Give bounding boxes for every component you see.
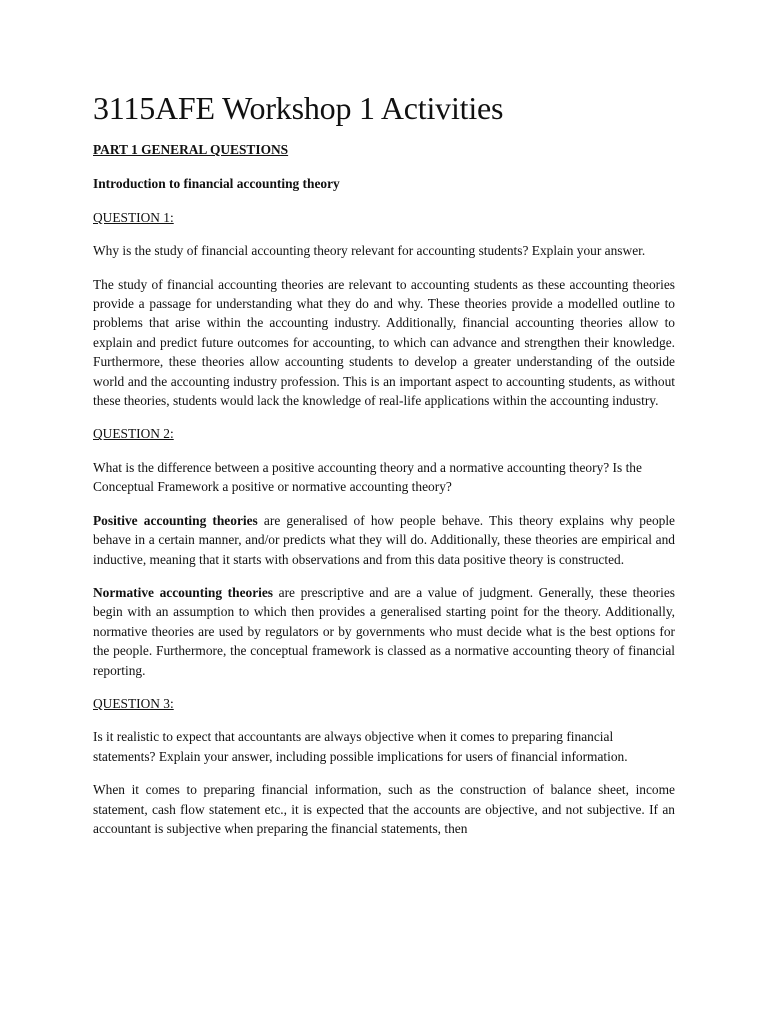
question-3-heading: QUESTION 3:: [93, 695, 174, 711]
section-heading: Introduction to financial accounting theory: [93, 176, 340, 192]
normative-theory-answer: [93, 583, 675, 680]
question-2-heading: QUESTION 2:: [93, 426, 174, 442]
positive-theory-term: Positive accounting theories: [93, 512, 258, 528]
document-title: 3115AFE Workshop 1 Activities: [93, 90, 504, 126]
question-2-text: What is the difference between a positive accounting theory and a normative accounting theory? Is the Conceptual Framework a positive or normative accounting theory?: [93, 459, 642, 495]
question-3-text: Is it realistic to expect that accountants are always objective when it comes to preparing financial statements? Explain your answer, including possible implications for users of financial information.: [93, 729, 628, 764]
question-1-text: Why is the study of financial accounting theory relevant for accounting students? Explain your answer.: [93, 243, 646, 259]
positive-theory-answer: [93, 511, 675, 569]
question-1-heading: QUESTION 1:: [93, 209, 174, 225]
question-1-answer: The study of financial accounting theories are relevant to accounting students as these accounting theories provide a passage for understanding what they do and why. These theories provide a modelled outline to problems that arise within the accounting industry. Additionally, financial accounting theories allow to explain and predict future outcomes for accounting, to which can advance and strengthen their knowledge. Furthermore, these theories allow accounting students to develop a greater understanding of the outside world and the accounting industry profession. This is an important aspect to accounting students, as without these theories, students would lack the knowledge of real-life applications within the accounting industry.: [93, 276, 675, 409]
normative-theory-term: Normative accounting theories: [93, 584, 274, 600]
question-3-answer: When it comes to preparing financial information, such as the construction of balance sheet, income statement, cash flow statement etc., it is expected that the accounts are objective, and not subjective. If an accountant is subjective when preparing the financial statements, then: [93, 782, 675, 836]
normative-theory-text: are prescriptive and are a value of judgment. Generally, these theories begin with an assumption to which then provides a generalised starting point for the theory. Additionally, normative theories are used by regulators or by governments who must decide what is the best options for the people. Furthermore, the conceptual framework is classed as a normative accounting theory of financial reporting.: [93, 584, 675, 678]
document-page: [93, 88, 675, 852]
positive-theory-text: are generalised of how people behave. This theory explains why people behave in a certain manner, and/or predicts what they will do. Additionally, these theories are empirical and inductive, meaning that it starts with observations and from this data positive theory is constructed.: [93, 512, 675, 567]
part-heading: PART 1 GENERAL QUESTIONS: [93, 142, 289, 157]
